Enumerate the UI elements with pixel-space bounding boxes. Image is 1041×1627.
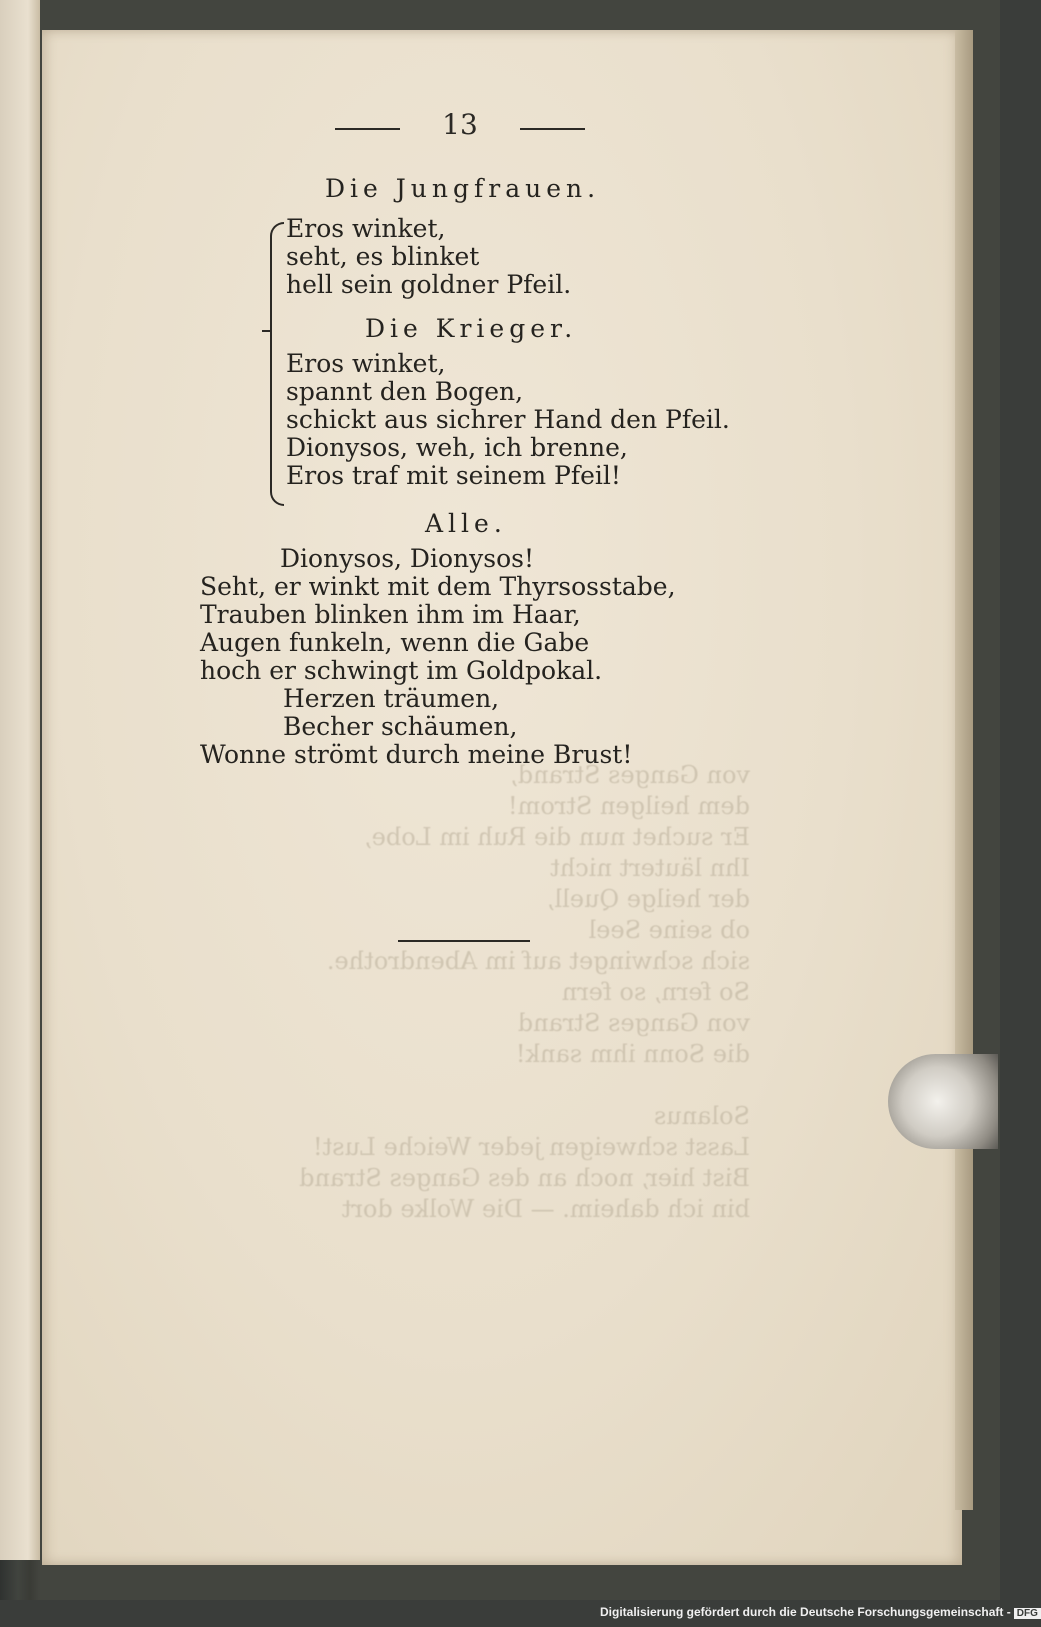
verse-line: Eros winket,	[286, 214, 446, 243]
verse-line: Eros traf mit seinem Pfeil!	[286, 461, 621, 490]
verse-line: seht, es blinket	[286, 242, 480, 271]
verse-line: Trauben blinken ihm im Haar,	[200, 600, 581, 629]
verse-line: Seht, er winkt mit dem Thyrsosstabe,	[200, 572, 676, 601]
verse-line: Herzen träumen,	[283, 684, 500, 713]
page-edge-shadow	[955, 30, 973, 1510]
verse-line: hoch er schwingt im Goldpokal.	[200, 656, 603, 685]
verse-line: Eros winket,	[286, 349, 446, 378]
header-dash-right	[520, 128, 585, 130]
brace	[270, 222, 284, 506]
header-dash-left	[335, 128, 400, 130]
page-number: 13	[442, 108, 478, 141]
footer-credit	[600, 1605, 1038, 1623]
verse-line: Wonne strömt durch meine Brust!	[200, 740, 633, 769]
verse-line: Becher schäumen,	[283, 712, 518, 741]
facing-page-edge	[0, 0, 40, 1560]
speaker-krieger: Die Krieger.	[365, 314, 578, 343]
verse-line: Augen funkeln, wenn die Gabe	[200, 628, 590, 657]
footer-text: Digitalisierung gefördert durch die Deutsche Forschungsgemeinschaft -	[600, 1605, 1011, 1619]
speaker-alle: Alle.	[425, 509, 507, 538]
verse-line: spannt den Bogen,	[286, 377, 524, 406]
bleed-through-text: von Ganges Strand, dem heilgen Strom! Er suchet nun die Ruh im Lobe, Ihn läutert nicht der heilge Quell, ob seine Seel sich schwinget auf im Abendrothe. So fern, so fern von Ganges Strand die Sonn ihm sank! Solanus Lasst schweigen jeder Weiche Lust! Bist hier, noch an des Ganges Strand bin ich daheim. — Die Wolke dort	[299, 761, 750, 1223]
brace-tip	[262, 330, 272, 332]
scanner-clip	[888, 1054, 998, 1149]
verse-line: Dionysos, Dionysos!	[280, 544, 534, 573]
verse-line: Dionysos, weh, ich brenne,	[286, 433, 628, 462]
page-header	[335, 108, 585, 148]
dfg-logo: DFG	[1014, 1608, 1041, 1619]
section-rule	[398, 940, 530, 942]
speaker-jungfrauen: Die Jungfrauen.	[325, 174, 601, 203]
verse-line: hell sein goldner Pfeil.	[286, 270, 572, 299]
verse-line: schickt aus sichrer Hand den Pfeil.	[286, 405, 730, 434]
